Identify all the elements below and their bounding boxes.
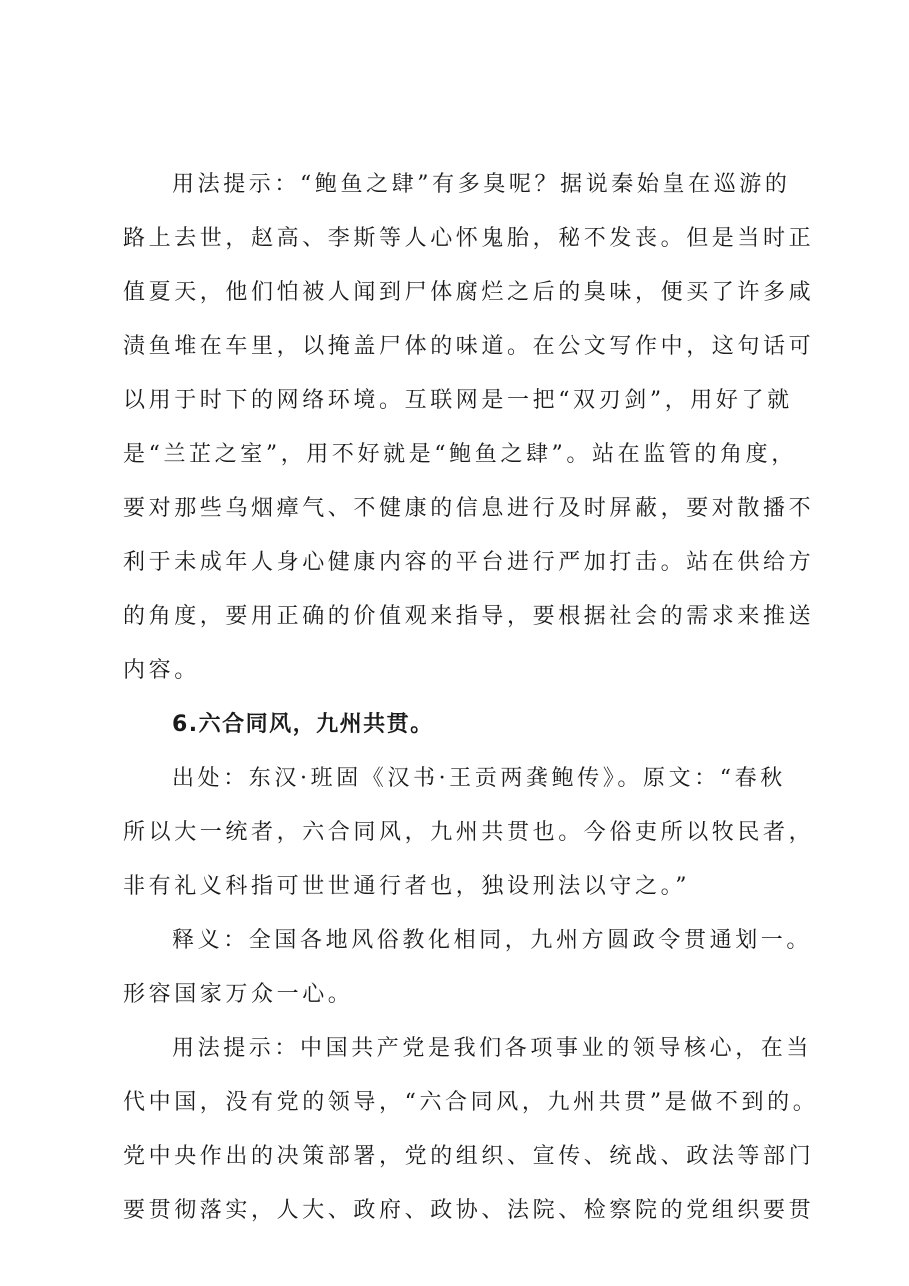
text-line: 代中国，没有党的领导，“六合同风，九州共贯”是做不到的。 xyxy=(123,1090,819,1115)
text-line: 所以大一统者，六合同风，九州共贯也。今俗吏所以牧民者， xyxy=(123,820,815,845)
text-line: 出处：东汉·班固《汉书·王贡两龚鲍传》。原文：“春秋 xyxy=(172,766,786,791)
text-line: 以用于时下的网络环境。互联网是一把“双刃剑”，用好了就 xyxy=(123,388,793,413)
text-line: 形容国家万众一心。 xyxy=(123,982,354,1007)
text-line: 用法提示：中国共产党是我们各项事业的领导核心，在当 xyxy=(172,1036,813,1061)
text-line: 内容。 xyxy=(123,658,200,683)
text-line: 非有礼义科指可世世通行者也，独设刑法以守之。” xyxy=(123,874,691,899)
text-line: 的角度，要用正确的价值观来指导，要根据社会的需求来推送 xyxy=(123,604,815,629)
text-line: 要贯彻落实，人大、政府、政协、法院、检察院的党组织要贯 xyxy=(123,1198,815,1223)
section-heading: 6.六合同风，九州共贯。 xyxy=(172,712,434,737)
text-line: 利于未成年人身心健康内容的平台进行严加打击。站在供给方 xyxy=(123,550,815,575)
text-line: 党中央作出的决策部署，党的组织、宣传、统战、政法等部门 xyxy=(123,1144,815,1169)
text-line: 路上去世，赵高、李斯等人心怀鬼胎，秘不发丧。但是当时正 xyxy=(123,226,815,251)
text-line: 要对那些乌烟瘴气、不健康的信息进行及时屏蔽，要对散播不 xyxy=(123,496,815,521)
text-line: 用法提示：“鲍鱼之肆”有多臭呢？据说秦始皇在巡游的 xyxy=(172,172,791,197)
text-line: 释义：全国各地风俗教化相同，九州方圆政令贯通划一。 xyxy=(172,928,813,953)
text-line: 是“兰芷之室”，用不好就是“鲍鱼之肆”。站在监管的角度， xyxy=(123,442,797,467)
text-line: 值夏天，他们怕被人闻到尸体腐烂之后的臭味，便买了许多咸 xyxy=(123,280,815,305)
text-line: 渍鱼堆在车里，以掩盖尸体的味道。在公文写作中，这句话可 xyxy=(123,334,815,359)
